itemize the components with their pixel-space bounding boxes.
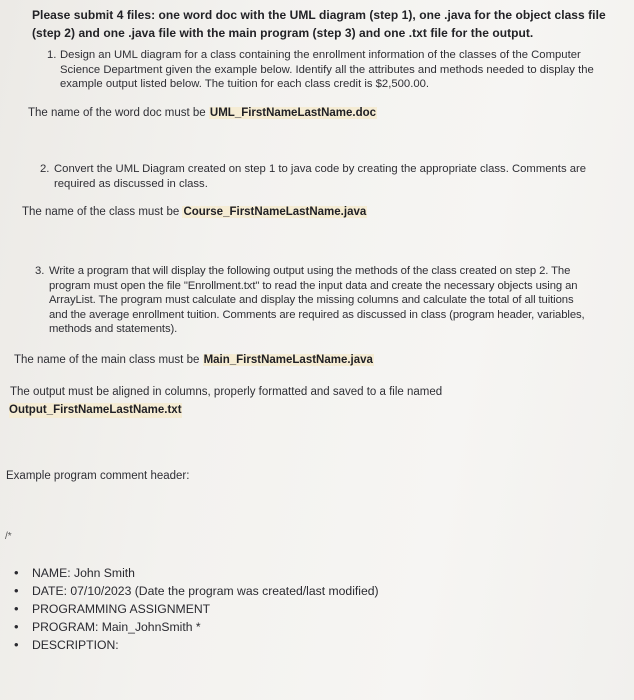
step-1-number: 1. bbox=[47, 49, 57, 61]
step-3-line: Write a program that will display the following output using the methods of the class created on step 2. The bbox=[49, 265, 571, 277]
list-item bbox=[14, 564, 379, 582]
step-1-line: Design an UML diagram for a class containing the enrollment information of the classes of the Computer bbox=[60, 49, 581, 61]
step-1-filename-requirement bbox=[28, 106, 377, 121]
step-3-line: program must open the file "Enrollment.txt" to read the input data and create the necessary objects using an bbox=[49, 279, 578, 292]
list-item bbox=[14, 636, 379, 654]
example-header-label: Example program comment header: bbox=[6, 470, 190, 482]
list-item-text: DESCRIPTION: bbox=[32, 638, 119, 652]
step-3-filename-requirement bbox=[14, 353, 374, 368]
step-1-name-prefix: The name of the word doc must be bbox=[28, 107, 209, 119]
step-2-name-prefix: The name of the class must be bbox=[22, 206, 183, 218]
step-3-line: ArrayList. The program must calculate and display the missing columns and calculate the total of all tuitions bbox=[49, 294, 574, 307]
submission-instructions-line-2: (step 2) and one .java file with the main program (step 3) and one .txt file for the output. bbox=[32, 26, 534, 40]
step-2-text bbox=[54, 162, 586, 191]
list-item-text: NAME: John Smith bbox=[32, 566, 135, 580]
submission-instructions-line-1: Please submit 4 files: one word doc with the UML diagram (step 1), one .java for the object class file bbox=[32, 8, 606, 22]
comment-header-list bbox=[14, 564, 379, 654]
list-item bbox=[14, 582, 379, 600]
step-1-filename: UML_FirstNameLastName.doc bbox=[209, 107, 377, 119]
step-1-text bbox=[60, 48, 594, 92]
comment-open-marker: /* bbox=[5, 531, 12, 542]
step-2-filename: Course_FirstNameLastName.java bbox=[183, 206, 367, 218]
list-item-text: PROGRAMMING ASSIGNMENT bbox=[32, 602, 211, 616]
step-2-number: 2. bbox=[40, 163, 50, 175]
list-item bbox=[14, 600, 379, 618]
step-3-name-prefix: The name of the main class must be bbox=[14, 354, 203, 366]
step-3-number: 3. bbox=[35, 265, 45, 277]
bullet-icon: • bbox=[14, 619, 19, 634]
step-2-filename-requirement bbox=[22, 205, 367, 220]
bullet-icon: • bbox=[14, 565, 19, 580]
bullet-icon: • bbox=[14, 637, 19, 652]
step-1-line: Science Department given the example below. Identify all the attributes and methods needed to display the bbox=[60, 63, 594, 76]
step-2-line: required as discussed in class. bbox=[54, 177, 208, 190]
step-1-line: example output listed below. The tuition for each class credit is $2,500.00. bbox=[60, 78, 430, 91]
step-2-line: Convert the UML Diagram created on step 1 to java code by creating the appropriate class. Comments are bbox=[54, 163, 587, 175]
list-item-text: PROGRAM: Main_JohnSmith * bbox=[32, 620, 201, 634]
step-3-filename: Main_FirstNameLastName.java bbox=[203, 354, 373, 366]
step-3-line: methods and statements). bbox=[49, 323, 178, 336]
list-item-text: DATE: 07/10/2023 (Date the program was created/last modified) bbox=[32, 584, 379, 598]
bullet-icon: • bbox=[14, 601, 19, 616]
output-requirement: The output must be aligned in columns, properly formatted and saved to a file named bbox=[10, 386, 443, 398]
step-3-line: and the average enrollment tuition. Comments are required as discussed in class (program header, variables, bbox=[49, 308, 585, 321]
step-3-text bbox=[49, 264, 585, 337]
output-filename: Output_FirstNameLastName.txt bbox=[9, 404, 182, 416]
list-item bbox=[14, 618, 379, 636]
bullet-icon: • bbox=[14, 583, 19, 598]
